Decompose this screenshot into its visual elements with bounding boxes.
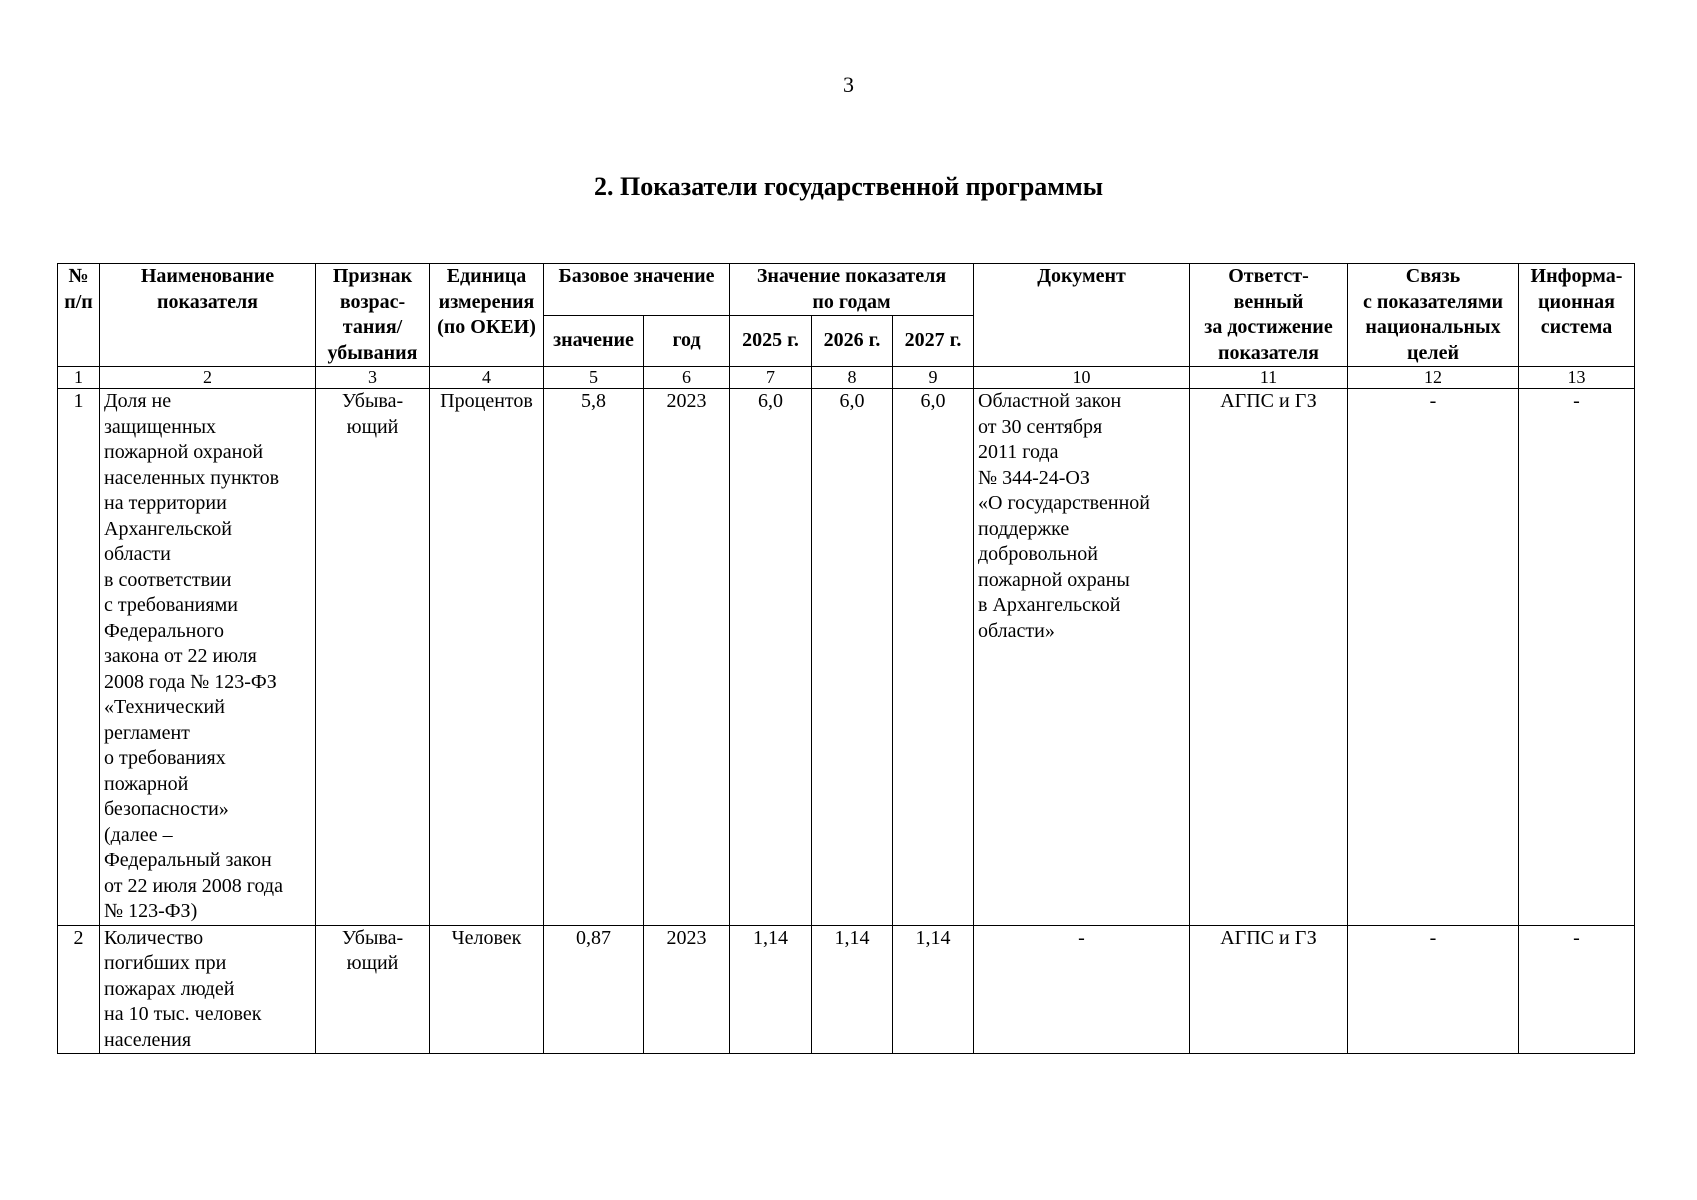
column-number: 9 [893,367,974,389]
column-number: 1 [58,367,100,389]
base-value: 0,87 [544,925,644,1054]
header-year-2026: 2026 г. [812,316,893,367]
column-number: 11 [1190,367,1348,389]
indicator-link: - [1348,389,1519,926]
column-number: 5 [544,367,644,389]
indicator-responsible: АГПС и ГЗ [1190,389,1348,926]
header-name: Наименование показателя [100,264,316,367]
header-row-1 [58,264,1635,316]
column-number: 4 [430,367,544,389]
indicator-document: - [974,925,1190,1054]
column-numbers-row [58,367,1635,389]
header-base: Базовое значение [544,264,730,316]
column-number: 8 [812,367,893,389]
header-by-years: Значение показателя по годам [730,264,974,316]
table-row [58,389,1635,926]
header-trend: Признак возрас- тания/ убывания [316,264,430,367]
indicator-unit: Процентов [430,389,544,926]
header-info-system: Информа- ционная система [1519,264,1635,367]
page-number: 3 [843,72,854,97]
value-2026: 6,0 [812,389,893,926]
header-link: Связь с показателями национальных целей [1348,264,1519,367]
value-2025: 1,14 [730,925,812,1054]
indicators-table [57,263,1635,1054]
column-number: 13 [1519,367,1635,389]
table-row [58,925,1635,1054]
value-2025: 6,0 [730,389,812,926]
header-base-value: значение [544,316,644,367]
header-num: № п/п [58,264,100,367]
indicator-name: Доля не защищенных пожарной охраной населенных пунктов на территории Архангельской области в соответствии с требованиями Федерального закона от 22 июля 2008 года № 123-ФЗ «Технический регламент о требованиях пожарной безопасности» (далее – Федеральный закон от 22 июля 2008 года № 123-ФЗ) [100,389,316,926]
base-year: 2023 [644,925,730,1054]
row-num: 1 [58,389,100,926]
indicator-info-system: - [1519,925,1635,1054]
value-2026: 1,14 [812,925,893,1054]
indicator-responsible: АГПС и ГЗ [1190,925,1348,1054]
page-title: 2. Показатели государственной программы [593,172,1104,201]
header-responsible: Ответст- венный за достижение показателя [1190,264,1348,367]
indicator-link: - [1348,925,1519,1054]
header-unit: Единица измерения (по ОКЕИ) [430,264,544,367]
indicator-unit: Человек [430,925,544,1054]
column-number: 10 [974,367,1190,389]
indicator-document: Областной закон от 30 сентября 2011 года № 344-24-ОЗ «О государственной поддержке добровольной пожарной охраны в Архангельской области» [974,389,1190,926]
indicator-trend: Убыва- ющий [316,389,430,926]
header-year-2027: 2027 г. [893,316,974,367]
base-value: 5,8 [544,389,644,926]
base-year: 2023 [644,389,730,926]
column-number: 3 [316,367,430,389]
indicator-name: Количество погибших при пожарах людей на 10 тыс. человек населения [100,925,316,1054]
value-2027: 6,0 [893,389,974,926]
column-number: 2 [100,367,316,389]
column-number: 7 [730,367,812,389]
column-number: 6 [644,367,730,389]
indicator-trend: Убыва- ющий [316,925,430,1054]
value-2027: 1,14 [893,925,974,1054]
header-document: Документ [974,264,1190,367]
header-base-year: год [644,316,730,367]
column-number: 12 [1348,367,1519,389]
header-year-2025: 2025 г. [730,316,812,367]
indicator-info-system: - [1519,389,1635,926]
row-num: 2 [58,925,100,1054]
